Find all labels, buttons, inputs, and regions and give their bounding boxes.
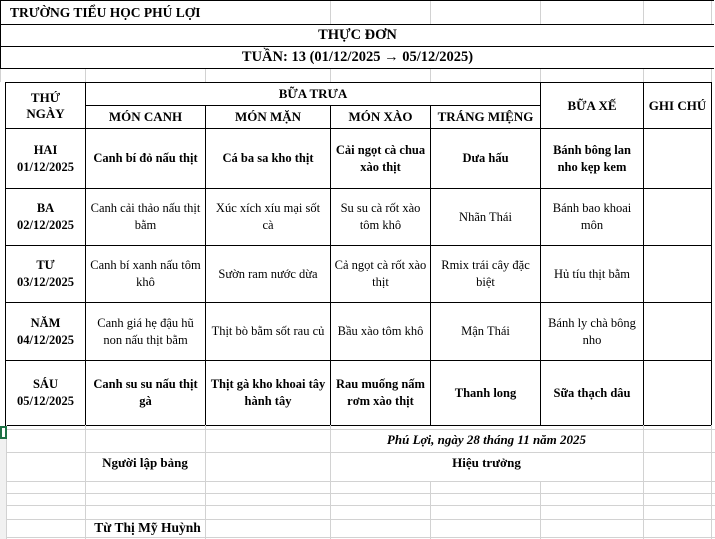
sheet-edge-sliver: [0, 439, 6, 539]
preparer-title[interactable]: Người lập bảng: [102, 455, 188, 470]
school-name-cell[interactable]: TRƯỜNG TIỂU HỌC PHÚ LỢI: [0, 0, 714, 25]
soup-column-header[interactable]: MÓN CANH: [86, 106, 206, 129]
gridline: [0, 69, 1, 82]
gridline: [0, 493, 715, 494]
signing-date-text[interactable]: Phú Lợi, ngày 28 tháng 11 năm 2025: [386, 432, 587, 447]
day-header-line1: THỨ: [30, 89, 61, 105]
main-dish-cell[interactable]: Cá ba sa kho thịt: [206, 129, 331, 189]
gridline: [540, 69, 541, 82]
principal-title[interactable]: Hiệu trưởng: [452, 455, 521, 470]
gridline: [540, 481, 541, 539]
snack-cell[interactable]: Hủ tíu thịt bằm: [541, 246, 644, 303]
gridline: [0, 429, 715, 430]
menu-row-tuesday: [6, 189, 712, 246]
snack-header-cell[interactable]: BỮA XẾ: [541, 83, 644, 129]
gridline: [430, 1, 431, 24]
notes-header-cell[interactable]: GHI CHÚ: [644, 83, 712, 129]
gridline: [430, 481, 431, 539]
gridline: [643, 425, 644, 539]
day-label: BA: [36, 201, 55, 216]
dessert-cell[interactable]: Nhãn Thái: [431, 189, 541, 246]
day-cell[interactable]: [6, 129, 86, 189]
day-date: 05/12/2025: [17, 394, 74, 408]
note-cell[interactable]: [644, 303, 712, 361]
menu-table: [5, 82, 712, 426]
stirfry-column-header[interactable]: MÓN XÀO: [331, 106, 431, 129]
day-cell[interactable]: [6, 189, 86, 246]
dessert-cell[interactable]: Rmix trái cây đặc biệt: [431, 246, 541, 303]
menu-row-friday: [6, 361, 712, 426]
menu-title-cell[interactable]: THỰC ĐƠN: [0, 25, 714, 47]
snack-cell[interactable]: Bánh bao khoai môn: [541, 189, 644, 246]
soup-cell[interactable]: Canh giá hẹ đậu hũ non nấu thịt bằm: [86, 303, 206, 361]
note-cell[interactable]: [644, 129, 712, 189]
preparer-name[interactable]: Từ Thị Mỹ Huỳnh: [94, 520, 201, 535]
day-date: 03/12/2025: [17, 275, 74, 289]
day-header-line2: NGÀY: [26, 105, 65, 121]
main-column-header[interactable]: MÓN MẶN: [206, 106, 331, 129]
gridline: [430, 69, 431, 82]
menu-row-monday: [6, 129, 712, 189]
soup-cell[interactable]: Canh bí đỏ nấu thịt: [86, 129, 206, 189]
note-cell[interactable]: [644, 246, 712, 303]
snack-cell[interactable]: Bánh bông lan nho kẹp kem: [541, 129, 644, 189]
gridline: [540, 1, 541, 24]
gridline: [711, 1, 712, 24]
gridline: [6, 425, 7, 539]
gridline: [85, 69, 86, 82]
gridline: [643, 1, 644, 24]
day-date: 01/12/2025: [17, 159, 74, 174]
snack-cell[interactable]: Bánh ly chà bông nho: [541, 303, 644, 361]
gridline: [0, 452, 715, 453]
soup-cell[interactable]: Canh bí xanh nấu tôm khô: [86, 246, 206, 303]
lunch-group-header-cell[interactable]: BỮA TRƯA: [86, 83, 541, 106]
main-dish-cell[interactable]: Xúc xích xíu mại sốt cà: [206, 189, 331, 246]
active-cell-indicator: [0, 426, 7, 439]
day-label: TƯ: [36, 258, 55, 273]
soup-cell[interactable]: Canh cải thảo nấu thịt bằm: [86, 189, 206, 246]
stirfry-cell[interactable]: Cải ngọt cà chua xào thịt: [331, 129, 431, 189]
gridline: [330, 69, 331, 82]
day-label: NĂM: [30, 315, 61, 330]
note-cell[interactable]: [644, 189, 712, 246]
day-cell[interactable]: [6, 303, 86, 361]
dessert-cell[interactable]: Mận Thái: [431, 303, 541, 361]
day-cell[interactable]: [6, 361, 86, 426]
stirfry-cell[interactable]: Cả ngọt cà rốt xào thịt: [331, 246, 431, 303]
week-range-cell[interactable]: TUẦN: 13 (01/12/2025 → 05/12/2025): [0, 47, 714, 69]
gridline: [0, 505, 715, 506]
gridline: [711, 425, 712, 539]
gridline: [0, 481, 715, 482]
main-dish-cell[interactable]: Thịt gà kho khoai tây hành tây: [206, 361, 331, 426]
stirfry-cell[interactable]: Rau muống nấm rơm xào thịt: [331, 361, 431, 426]
gridline: [205, 69, 206, 82]
dessert-cell[interactable]: Thanh long: [431, 361, 541, 426]
snack-cell[interactable]: Sữa thạch dâu: [541, 361, 644, 426]
main-dish-cell[interactable]: Thịt bò bằm sốt rau củ: [206, 303, 331, 361]
soup-cell[interactable]: Canh su su nấu thịt gà: [86, 361, 206, 426]
main-dish-cell[interactable]: Sườn ram nước dừa: [206, 246, 331, 303]
day-date: 04/12/2025: [17, 332, 74, 347]
day-cell[interactable]: [6, 246, 86, 303]
menu-row-thursday: [6, 303, 712, 361]
stirfry-cell[interactable]: Su su cà rốt xào tôm khô: [331, 189, 431, 246]
gridline: [0, 537, 715, 538]
gridline: [330, 1, 331, 24]
day-date: 02/12/2025: [17, 218, 74, 232]
menu-row-wednesday: [6, 246, 712, 303]
gridline: [711, 69, 712, 82]
dessert-column-header[interactable]: TRÁNG MIỆNG: [431, 106, 541, 129]
dessert-cell[interactable]: Dưa hấu: [431, 129, 541, 189]
note-cell[interactable]: [644, 361, 712, 426]
stirfry-cell[interactable]: Bầu xào tôm khô: [331, 303, 431, 361]
gridline: [643, 69, 644, 82]
day-label: HAI: [33, 142, 58, 157]
day-label: SÁU: [32, 377, 58, 392]
day-header-cell[interactable]: [6, 83, 86, 129]
